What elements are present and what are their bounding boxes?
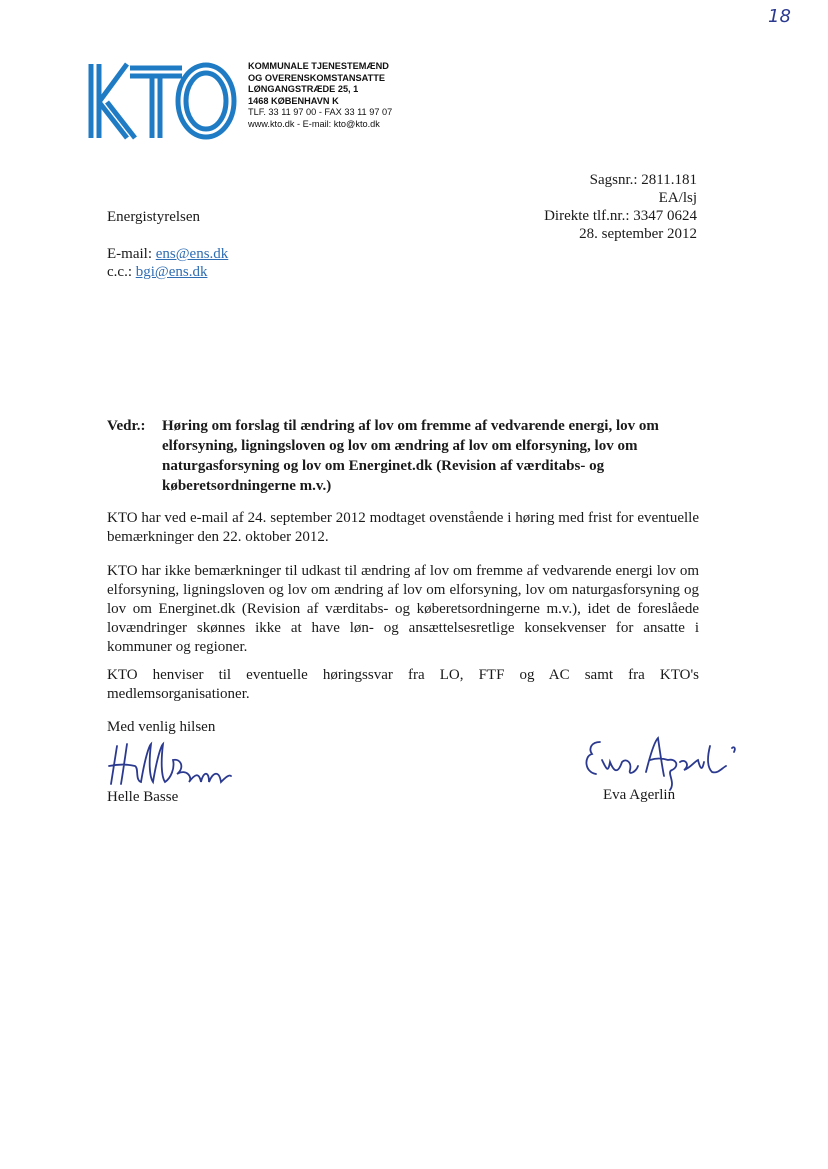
recipient: Energistyrelsen	[107, 209, 201, 225]
contact-block	[107, 245, 228, 281]
cc-link[interactable]: bgi@ens.dk	[135, 264, 208, 280]
cc-line	[107, 263, 228, 281]
signatory-right-name: Eva Agerlin	[603, 787, 676, 803]
subject-text: Høring om forslag til ændring af lov om fremme af vedvarende energi, lov om elforsyning, ligningsloven og lov om ændring af lov om elforsyning, lov om naturgasforsyning og lov om Energinet.dk (Revision af værditabs- og køberetsordningerne m.v.)	[162, 418, 659, 494]
org-line: OG OVERENSKOMSTANSATTE	[248, 72, 385, 83]
org-phone: TLF. 33 11 97 00 - FAX 33 11 97 07	[248, 107, 393, 118]
signatory-left-name: Helle Basse	[107, 789, 179, 805]
page-number: 18	[768, 6, 791, 27]
subject-label: Vedr.:	[107, 418, 146, 434]
closing: Med venlig hilsen	[107, 719, 216, 735]
signature-right	[580, 732, 750, 794]
email-label: E-mail:	[107, 246, 156, 262]
subject	[107, 416, 707, 496]
paragraph-comments: KTO har ikke bemærkninger til udkast til ændring af lov om fremme af vedvarende energi lov om elforsyning, ligningsloven og lov om ændring af lov om elforsyning, lov om naturgasforsyning og lov om Energinet.dk (Revision af værditabs- og køberetsordningerne m.v.), idet de foreslåede lovændringer skønnes ikke at have løn- og ansættelsesretlige konsekvenser for ansatte i kommuner og regioner.	[107, 563, 699, 655]
org-line: LØNGANGSTRÆDE 25, 1	[248, 84, 359, 95]
paragraph-receipt: KTO har ved e-mail af 24. september 2012 modtaget ovenstående i høring med frist for eventuelle bemærkninger den 22. oktober 2012.	[107, 510, 699, 545]
org-line: 1468 KØBENHAVN K	[248, 95, 339, 106]
email-line	[107, 245, 228, 263]
letter-date: 28. september 2012	[579, 226, 697, 242]
email-link[interactable]: ens@ens.dk	[155, 246, 229, 262]
cc-label: c.c.:	[107, 264, 136, 280]
case-number: Sagsnr.: 2811.181	[589, 172, 697, 188]
org-line: KOMMUNALE TJENESTEMÆND	[248, 61, 389, 71]
paragraph-referral: KTO henviser til eventuelle høringssvar fra LO, FTF og AC samt fra KTO's medlemsorganisationer.	[107, 667, 699, 702]
initials: EA/lsj	[658, 190, 697, 206]
direct-phone: Direkte tlf.nr.: 3347 0624	[544, 208, 697, 224]
kto-logo	[82, 60, 240, 142]
org-web: www.kto.dk - E-mail: kto@kto.dk	[248, 118, 380, 129]
signature-left	[105, 738, 235, 790]
organization-address	[248, 61, 392, 131]
letter-meta	[544, 171, 697, 243]
